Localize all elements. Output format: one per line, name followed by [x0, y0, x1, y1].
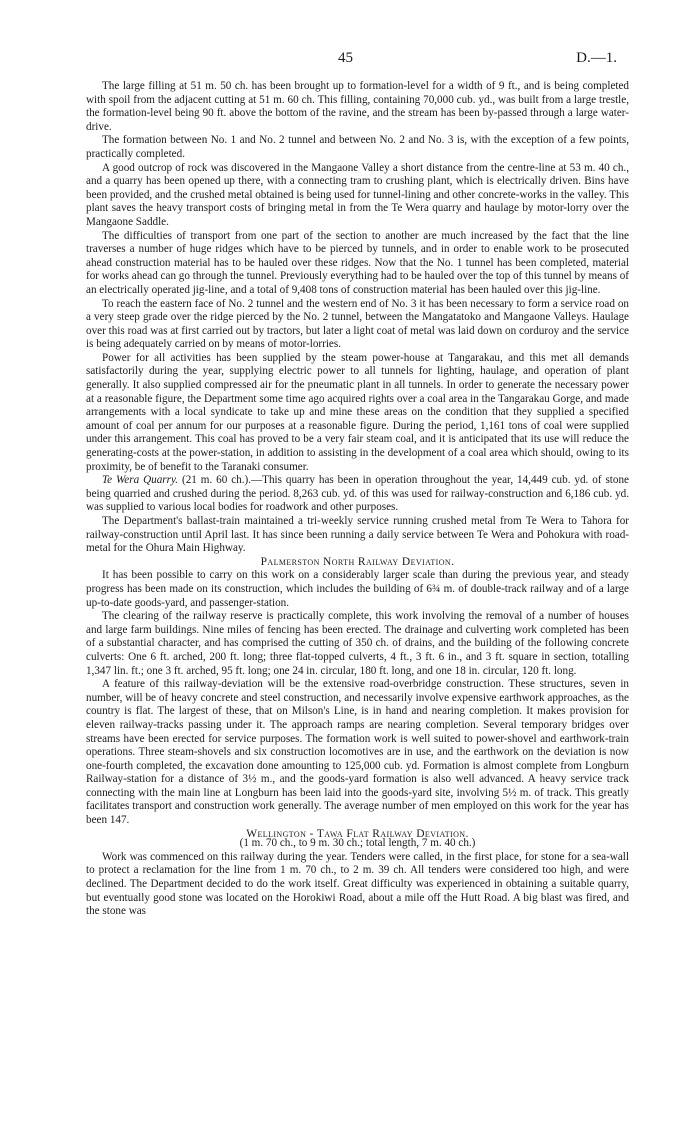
paragraph: The Department's ballast-train maintained a tri-weekly service running crushed metal from Te Wera to Tahora for railway-construction until April last. It has since been running a daily service between Te Wera and Pohokura with road-metal for the Ohura Main Highway. — [86, 515, 629, 555]
page-number: 45 — [338, 50, 353, 66]
document-body — [86, 80, 629, 919]
paragraph: The formation between No. 1 and No. 2 tunnel and between No. 2 and No. 3 is, with the exception of a few points, practically completed. — [86, 134, 629, 160]
paragraph: Work was commenced on this railway during the year. Tenders were called, in the first place, for stone for a sea-wall to protect a reclamation for the line from 1 m. 70 ch., to 2 m. 39 ch. All tenders were considered too high, and were declined. The Department decided to do the work itself. Great difficulty was experienced in obtaining a suitable quarry, but eventually good stone was located on the Horokiwi Road, about a mile off the Hutt Road. A big blast was fired, and the stone was — [86, 850, 629, 918]
paragraph: The difficulties of transport from one part of the section to another are much increased by the fact that the line traverses a number of huge ridges which have to be pierced by tunnels, and in order to enable work to be prosecuted ahead construction material has to be hauled over these ridges. Now that the No. 1 tunnel has been completed, material for works ahead can go through the tunnel. Previously everything had to be hauled over the top of this tunnel by means of an electrically operated jig-line, and a total of 9,408 tons of construction material has been hauled over this jig-line. — [86, 229, 629, 296]
document-reference: D.—1. — [576, 50, 617, 66]
paragraph: The large filling at 51 m. 50 ch. has been brought up to formation-level for a width of 9 ft., and is being completed with spoil from the adjacent cutting at 51 m. 60 ch. This filling, containing 70,000 cub. yd., was built from a large trestle, the formation-level being 90 ft. above the bottom of the ravine, and the stream has been by-passed through a large water-drive. — [86, 80, 629, 133]
section-heading-wellington: Wellington - Tawa Flat Railway Deviation. — [246, 827, 469, 840]
section-subheading-wellington: (1 m. 70 ch., to 9 m. 30 ch.; total length, 7 m. 40 ch.) — [239, 837, 476, 850]
paragraph: Power for all activities has been supplied by the steam power-house at Tangarakau, and this met all demands satisfactorily during the year, supplying electric power to all tunnels for lighting, haulage, and operation of plant generally. It also supplied compressed air for the pneumatic plant in all tunnels. In order to generate the necessary power at a reasonable figure, the Department some time ago acquired rights over a coal area in the Tangarakau Gorge, and made arrangements with a local syndicate to take up and mine these areas on the condition that they supplied a specified amount of coal per annum for our purposes at a reasonable figure. During the period, 1,161 tons of coal were supplied under this arrangement. This coal has proved to be a very fair steam coal, and it is anticipated that its use will reduce the generating-costs at the power-station, in addition to assisting in the development of a coal area which should, owing to its proximity, be of benefit to the Taranaki consumer. — [86, 351, 629, 473]
paragraph: It has been possible to carry on this work on a considerably larger scale than during the previous year, and steady progress has been made on its construction, which includes the building of 6¾ m. of double-track railway and of a large up-to-date goods-yard, and passenger-station. — [86, 569, 629, 609]
quarry-label: Te Wera Quarry. — [102, 474, 179, 487]
paragraph: A good outcrop of rock was discovered in the Mangaone Valley a short distance from the centre-line at 53 m. 40 ch., and a quarry has been opened up there, with a connecting tram to crushing plant, which is electrically driven. Bins have been provided, and the crushed metal obtained is being used for tunnel-lining and other concrete-works in the valley. This plant saves the heavy transport costs of bringing metal in from the Te Wera quarry and haulage by motor-lorry over the Mangaone Saddle. — [86, 161, 629, 228]
paragraph: The clearing of the railway reserve is practically complete, this work involving the removal of a number of houses and large farm buildings. Nine miles of fencing has been erected. The drainage and culverting work completed has been of a substantial character, and has comprised the cutting of 350 ch. of drains, and the building of the following concrete culverts: One 6 ft. arched, 200 ft. long; three flat-topped culverts, 4 ft., 3 ft. 6 in., and 3 ft. square in section, totalling 1,347 lin. ft.; one 3 ft. arched, 95 ft. long; one 24 in. circular, 180 ft. long, and one 18 in. circular, 120 ft. long. — [86, 610, 629, 677]
paragraph: A feature of this railway-deviation will be the extensive road-overbridge construction. These structures, seven in number, will be of heavy concrete and steel construction, and necessarily involve expensive earthwork approaches, as the country is flat. The largest of these, that on Milson's Line, is in hand and nearing completion. It makes provision for eleven railway-tracks passing under it. The approach ramps are nearing completion. Several temporary bridges over streams have been erected for service purposes. The formation work is well suited to power-shovel and earthwork-train operations. Three steam-shovels and six construction locomotives are in use, and the earthwork on the deviation is now one-fourth completed, the excavation done amounting to 125,000 cub. yd. Formation is almost complete from Longburn Railway-station for a distance of 3½ m., and the goods-yard formation is also well advanced. A heavy service track connecting with the main line at Longburn has been laid into the goods-yard site, involving 5½ m. of track. This greatly facilitates transport and construction work generally. The average number of men employed on this work for the year has been 147. — [86, 678, 629, 827]
section-heading-palmerston: Palmerston North Railway Deviation. — [260, 555, 455, 568]
quarry-paragraph — [86, 474, 629, 515]
quarry-text: (21 m. 60 ch.).—This quarry has been in operation throughout the year, 14,449 cub. yd. of stone being quarried and crushed during the period. 8,263 cub. yd. of this was used for railway-construction and 6,186 cub. yd. was supplied to various local bodies for roadwork and other purposes. — [86, 474, 629, 514]
page-header — [0, 50, 700, 72]
paragraph: To reach the eastern face of No. 2 tunnel and the western end of No. 3 it has been necessary to form a service road on a very steep grade over the ridge pierced by the No. 2 tunnel, between the Mangatatoko and Mangaone Valleys. Haulage over this road was at first carried out by tractors, but later a light coat of metal was laid down on corduroy and the service is being adequately carried on by means of motor-lorries. — [86, 297, 629, 351]
